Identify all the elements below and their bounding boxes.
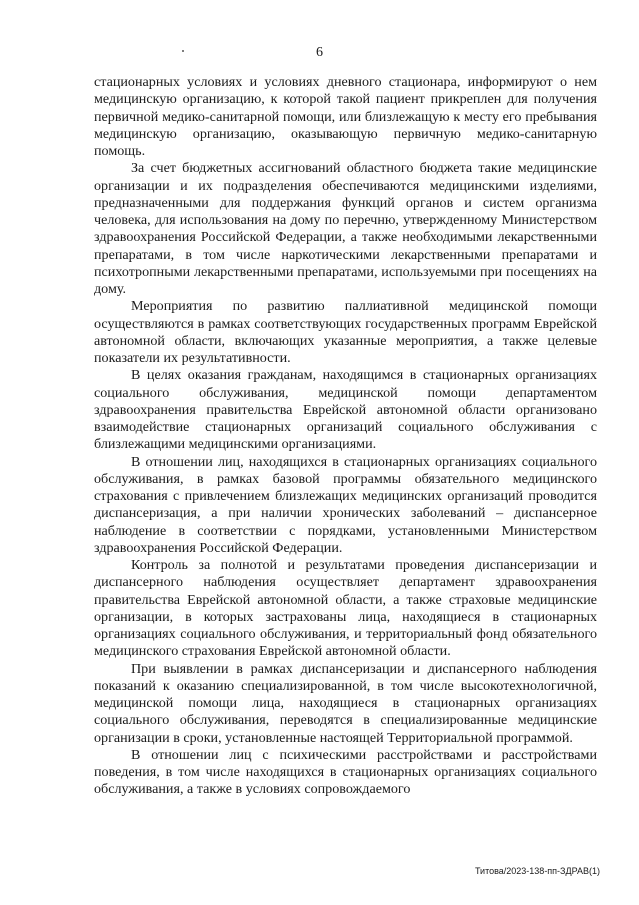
paragraph-control: Контроль за полнотой и результатами проведения диспансеризации и диспансерного наблюдения осуществляет департамент здравоохранения правительства Еврейской автономной области, а также страховые медицинские организации, в которых застрахованы лица, находящиеся в стационарных организациях социального обслуживания, и территориальный фонд обязательного медицинского страхования Еврейской автономной области.	[94, 557, 597, 660]
paragraph-mental-disorders: В отношении лиц с психическими расстройствами и расстройствами поведения, в том числе находящихся в стационарных организациях социального обслуживания, а также в условиях сопровождаемого	[94, 746, 597, 798]
paragraph-dispensarization: В отношении лиц, находящихся в стационарных организациях социального обслуживания, в рамках базовой программы обязательного медицинского страхования с привлечением близлежащих медицинских организаций проводится диспансеризация, а при наличии хронических заболеваний – диспансерное наблюдение в соответствии с порядками, установленными Министерством здравоохранения Российской Федерации.	[94, 453, 597, 556]
page-number: 6	[316, 45, 323, 60]
scan-speck	[182, 50, 184, 52]
paragraph-palliative-measures: Мероприятия по развитию паллиативной медицинской помощи осуществляются в рамках соответствующих государственных программ Еврейской автономной области, включающих указанные мероприятия, а также целевые показатели их результативности.	[94, 298, 597, 366]
paragraph-specialized-care: При выявлении в рамках диспансеризации и диспансерного наблюдения показаний к оказанию специализированной, в том числе высокотехнологичной, медицинской помощи лица, находящиеся в стационарных организациях социального обслуживания, переводятся в специализированные медицинские организации в сроки, установленные настоящей Территориальной программой.	[94, 660, 597, 746]
document-body	[94, 74, 597, 799]
paragraph-budget-funding: За счет бюджетных ассигнований областного бюджета такие медицинские организации и их подразделения обеспечиваются медицинскими изделиями, предназначенными для поддержания функций органов и систем организма человека, для использования на дому по перечню, утвержденному Министерством здравоохранения Российской Федерации, а также необходимыми лекарственными препаратами, в том числе наркотическими лекарственными препаратами и психотропными лекарственными препаратами, используемыми при посещениях на дому.	[94, 160, 597, 297]
paragraph-continuation: стационарных условиях и условиях дневного стационара, информируют о нем медицинскую организацию, к которой такой пациент прикреплен для получения первичной медико-санитарной помощи, или близлежащую к месту его пребывания медицинскую организацию, оказывающую первичную медико-санитарную помощь.	[94, 74, 597, 159]
paragraph-social-care-interaction: В целях оказания гражданам, находящимся в стационарных организациях социального обслуживания, медицинской помощи департаментом здравоохранения правительства Еврейской автономной области организовано взаимодействие стационарных организаций социального обслуживания с близлежащими медицинскими организациями.	[94, 367, 597, 453]
document-footer-code: Титова/2023-138-пп-ЗДРАВ(1)	[474, 866, 600, 876]
